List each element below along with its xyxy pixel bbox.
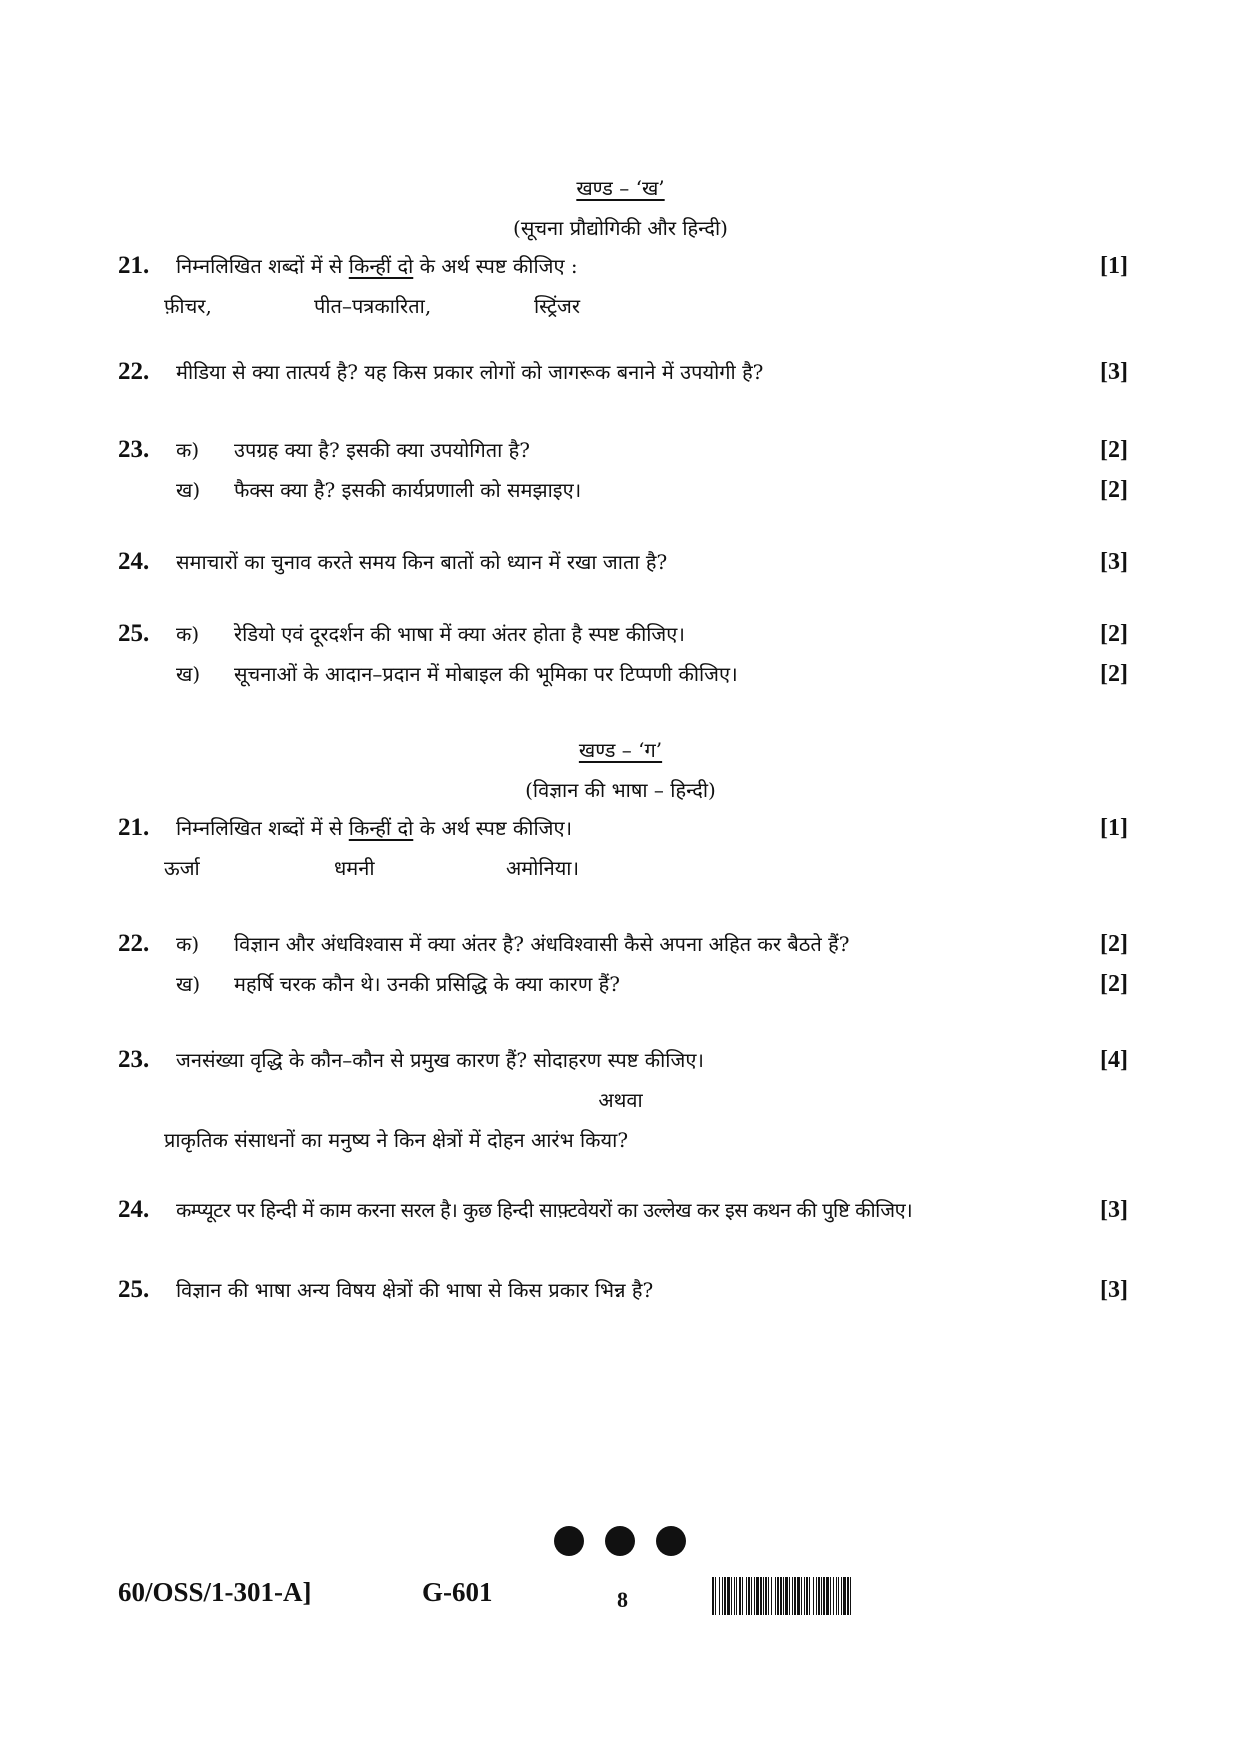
barcode-bar bbox=[775, 1577, 776, 1615]
barcode-bar bbox=[760, 1577, 762, 1615]
question-marks: [3] bbox=[1100, 359, 1128, 385]
question-text bbox=[176, 252, 578, 280]
barcode-bar bbox=[823, 1577, 825, 1615]
question-text: जनसंख्या वृद्धि के कौन–कौन से प्रमुख कारण हैं? सोदाहरण स्पष्ट कीजिए। bbox=[176, 1048, 704, 1072]
barcode-bar bbox=[754, 1577, 755, 1615]
section-b-title: खण्ड – ‘ख’ bbox=[576, 176, 665, 200]
barcode-bar bbox=[771, 1577, 772, 1615]
question-text: मीडिया से क्या तात्पर्य है? यह किस प्रकार लोगों को जागरूक बनाने में उपयोगी है? bbox=[176, 360, 764, 384]
question-text: महर्षि चरक कौन थे। उनकी प्रसिद्धि के क्या कारण हैं? bbox=[234, 972, 620, 996]
barcode-bar bbox=[715, 1577, 716, 1615]
question-number: 24. bbox=[118, 1196, 150, 1223]
question-marks: [3] bbox=[1100, 1197, 1128, 1223]
barcode-bar bbox=[751, 1577, 752, 1615]
barcode-bar bbox=[748, 1577, 750, 1615]
barcode-bar bbox=[727, 1577, 730, 1615]
barcode-bar bbox=[841, 1577, 842, 1615]
barcode-bar bbox=[763, 1577, 764, 1615]
page-number: 8 bbox=[617, 1587, 628, 1612]
paper-code: 60/OSS/1-301-A] bbox=[118, 1577, 312, 1607]
barcode-bar bbox=[836, 1577, 837, 1615]
subpart-label: क) bbox=[176, 438, 200, 462]
barcode-bar bbox=[756, 1577, 759, 1615]
subpart-label: ख) bbox=[176, 972, 201, 996]
barcode-bar bbox=[821, 1577, 822, 1615]
question-text: रेडियो एवं दूरदर्शन की भाषा में क्या अंतर होता है स्पष्ट कीजिए। bbox=[234, 622, 685, 646]
barcode-bar bbox=[789, 1577, 790, 1615]
barcode-bar bbox=[734, 1577, 735, 1615]
question-text: विज्ञान और अंधविश्वास में क्या अंतर है? अंधविश्वासी कैसे अपना अहित कर बैठते हैं? bbox=[234, 932, 850, 956]
barcode-bar bbox=[826, 1577, 829, 1615]
barcode-bar bbox=[742, 1577, 743, 1615]
question-number: 25. bbox=[118, 1276, 150, 1303]
barcode-bar bbox=[809, 1577, 810, 1615]
barcode-bar bbox=[746, 1577, 747, 1615]
barcode-bar bbox=[736, 1577, 737, 1615]
question-text-underlined: किन्हीं दो bbox=[348, 816, 414, 840]
question-text-alternative: प्राकृतिक संसाधनों का मनुष्य ने किन क्षेत्रों में दोहन आरंभ किया? bbox=[164, 1128, 629, 1152]
section-b-subtitle: (सूचना प्रौद्योगिकी और हिन्दी) bbox=[513, 216, 728, 240]
question-marks: [2] bbox=[1100, 661, 1128, 687]
barcode-bar bbox=[780, 1577, 782, 1615]
barcode-bar bbox=[739, 1577, 741, 1615]
end-dot-icon bbox=[656, 1526, 686, 1556]
barcode-icon bbox=[712, 1577, 988, 1615]
question-text: कम्प्यूटर पर हिन्दी में काम करना सरल है। कुछ हिन्दी साफ़्टवेयरों का उल्लेख कर इस कथन की पुष्टि कीजिए। bbox=[176, 1198, 913, 1222]
barcode-bar bbox=[785, 1577, 788, 1615]
section-c-title: खण्ड – ‘ग’ bbox=[578, 738, 663, 762]
barcode-bar bbox=[765, 1577, 767, 1615]
barcode-bar bbox=[768, 1577, 769, 1615]
question-number: 22. bbox=[118, 358, 150, 385]
barcode-bar bbox=[777, 1577, 779, 1615]
question-text-pre: निम्नलिखित शब्दों में से bbox=[176, 816, 349, 840]
question-text bbox=[176, 814, 572, 842]
subpart-label: ख) bbox=[176, 662, 201, 686]
question-number: 23. bbox=[118, 1046, 150, 1073]
barcode-bar bbox=[813, 1577, 814, 1615]
question-text-pre: निम्नलिखित शब्दों में से bbox=[176, 254, 349, 278]
question-number: 21. bbox=[118, 814, 150, 841]
barcode-bar bbox=[731, 1577, 732, 1615]
barcode-bar bbox=[830, 1577, 831, 1615]
question-marks: [2] bbox=[1100, 437, 1128, 463]
subpart-label: क) bbox=[176, 622, 200, 646]
question-marks: [2] bbox=[1100, 931, 1128, 957]
end-dot-icon bbox=[554, 1526, 584, 1556]
barcode-bar bbox=[712, 1577, 714, 1615]
barcode-bar bbox=[792, 1577, 793, 1615]
word-option: पीत–पत्रकारिता, bbox=[314, 294, 432, 318]
question-marks: [2] bbox=[1100, 477, 1128, 503]
question-text: फैक्स क्या है? इसकी कार्यप्रणाली को समझाइए। bbox=[234, 478, 582, 502]
question-number: 23. bbox=[118, 436, 150, 463]
word-option: फ़ीचर, bbox=[164, 294, 212, 318]
question-text: उपग्रह क्या है? इसकी क्या उपयोगिता है? bbox=[234, 438, 531, 462]
end-dot-icon bbox=[605, 1526, 635, 1556]
barcode-bars bbox=[712, 1577, 851, 1615]
question-text: समाचारों का चुनाव करते समय किन बातों को ध्यान में रखा जाता है? bbox=[176, 550, 668, 574]
question-marks: [1] bbox=[1100, 815, 1128, 841]
barcode-bar bbox=[719, 1577, 720, 1615]
barcode-bar bbox=[804, 1577, 805, 1615]
word-option: धमनी bbox=[334, 856, 375, 880]
barcode-bar bbox=[843, 1577, 846, 1615]
section-c-subtitle: (विज्ञान की भाषा – हिन्दी) bbox=[525, 778, 716, 802]
question-marks: [2] bbox=[1100, 971, 1128, 997]
word-option: स्ट्रिंजर bbox=[534, 294, 581, 318]
series-code: G-601 bbox=[422, 1577, 493, 1607]
word-option: अमोनिया। bbox=[506, 856, 580, 880]
question-number: 25. bbox=[118, 620, 150, 647]
question-text: सूचनाओं के आदान–प्रदान में मोबाइल की भूमिका पर टिप्पणी कीजिए। bbox=[234, 662, 738, 686]
question-text-post: के अर्थ स्पष्ट कीजिए। bbox=[413, 816, 573, 840]
barcode-bar bbox=[806, 1577, 808, 1615]
question-number: 21. bbox=[118, 252, 150, 279]
barcode-bar bbox=[783, 1577, 784, 1615]
question-text: विज्ञान की भाषा अन्य विषय क्षेत्रों की भाषा से किस प्रकार भिन्न है? bbox=[176, 1278, 654, 1302]
barcode-bar bbox=[724, 1577, 726, 1615]
barcode-bar bbox=[850, 1577, 851, 1615]
question-text-post: के अर्थ स्पष्ट कीजिए : bbox=[413, 254, 578, 278]
question-marks: [4] bbox=[1100, 1047, 1128, 1073]
subpart-label: क) bbox=[176, 932, 200, 956]
barcode-bar bbox=[833, 1577, 834, 1615]
question-marks: [3] bbox=[1100, 549, 1128, 575]
subpart-label: ख) bbox=[176, 478, 201, 502]
barcode-bar bbox=[797, 1577, 800, 1615]
barcode-bar bbox=[794, 1577, 796, 1615]
barcode-bar bbox=[847, 1577, 849, 1615]
barcode-bar bbox=[818, 1577, 820, 1615]
question-marks: [1] bbox=[1100, 253, 1128, 279]
barcode-bar bbox=[816, 1577, 817, 1615]
question-text-underlined: किन्हीं दो bbox=[348, 254, 414, 278]
word-option: ऊर्जा bbox=[164, 856, 200, 880]
question-marks: [2] bbox=[1100, 621, 1128, 647]
barcode-bar bbox=[722, 1577, 723, 1615]
barcode-bar bbox=[838, 1577, 839, 1615]
question-number: 24. bbox=[118, 548, 150, 575]
question-marks: [3] bbox=[1100, 1277, 1128, 1303]
or-divider: अथवा bbox=[598, 1088, 643, 1112]
question-number: 22. bbox=[118, 930, 150, 957]
barcode-bar bbox=[801, 1577, 802, 1615]
